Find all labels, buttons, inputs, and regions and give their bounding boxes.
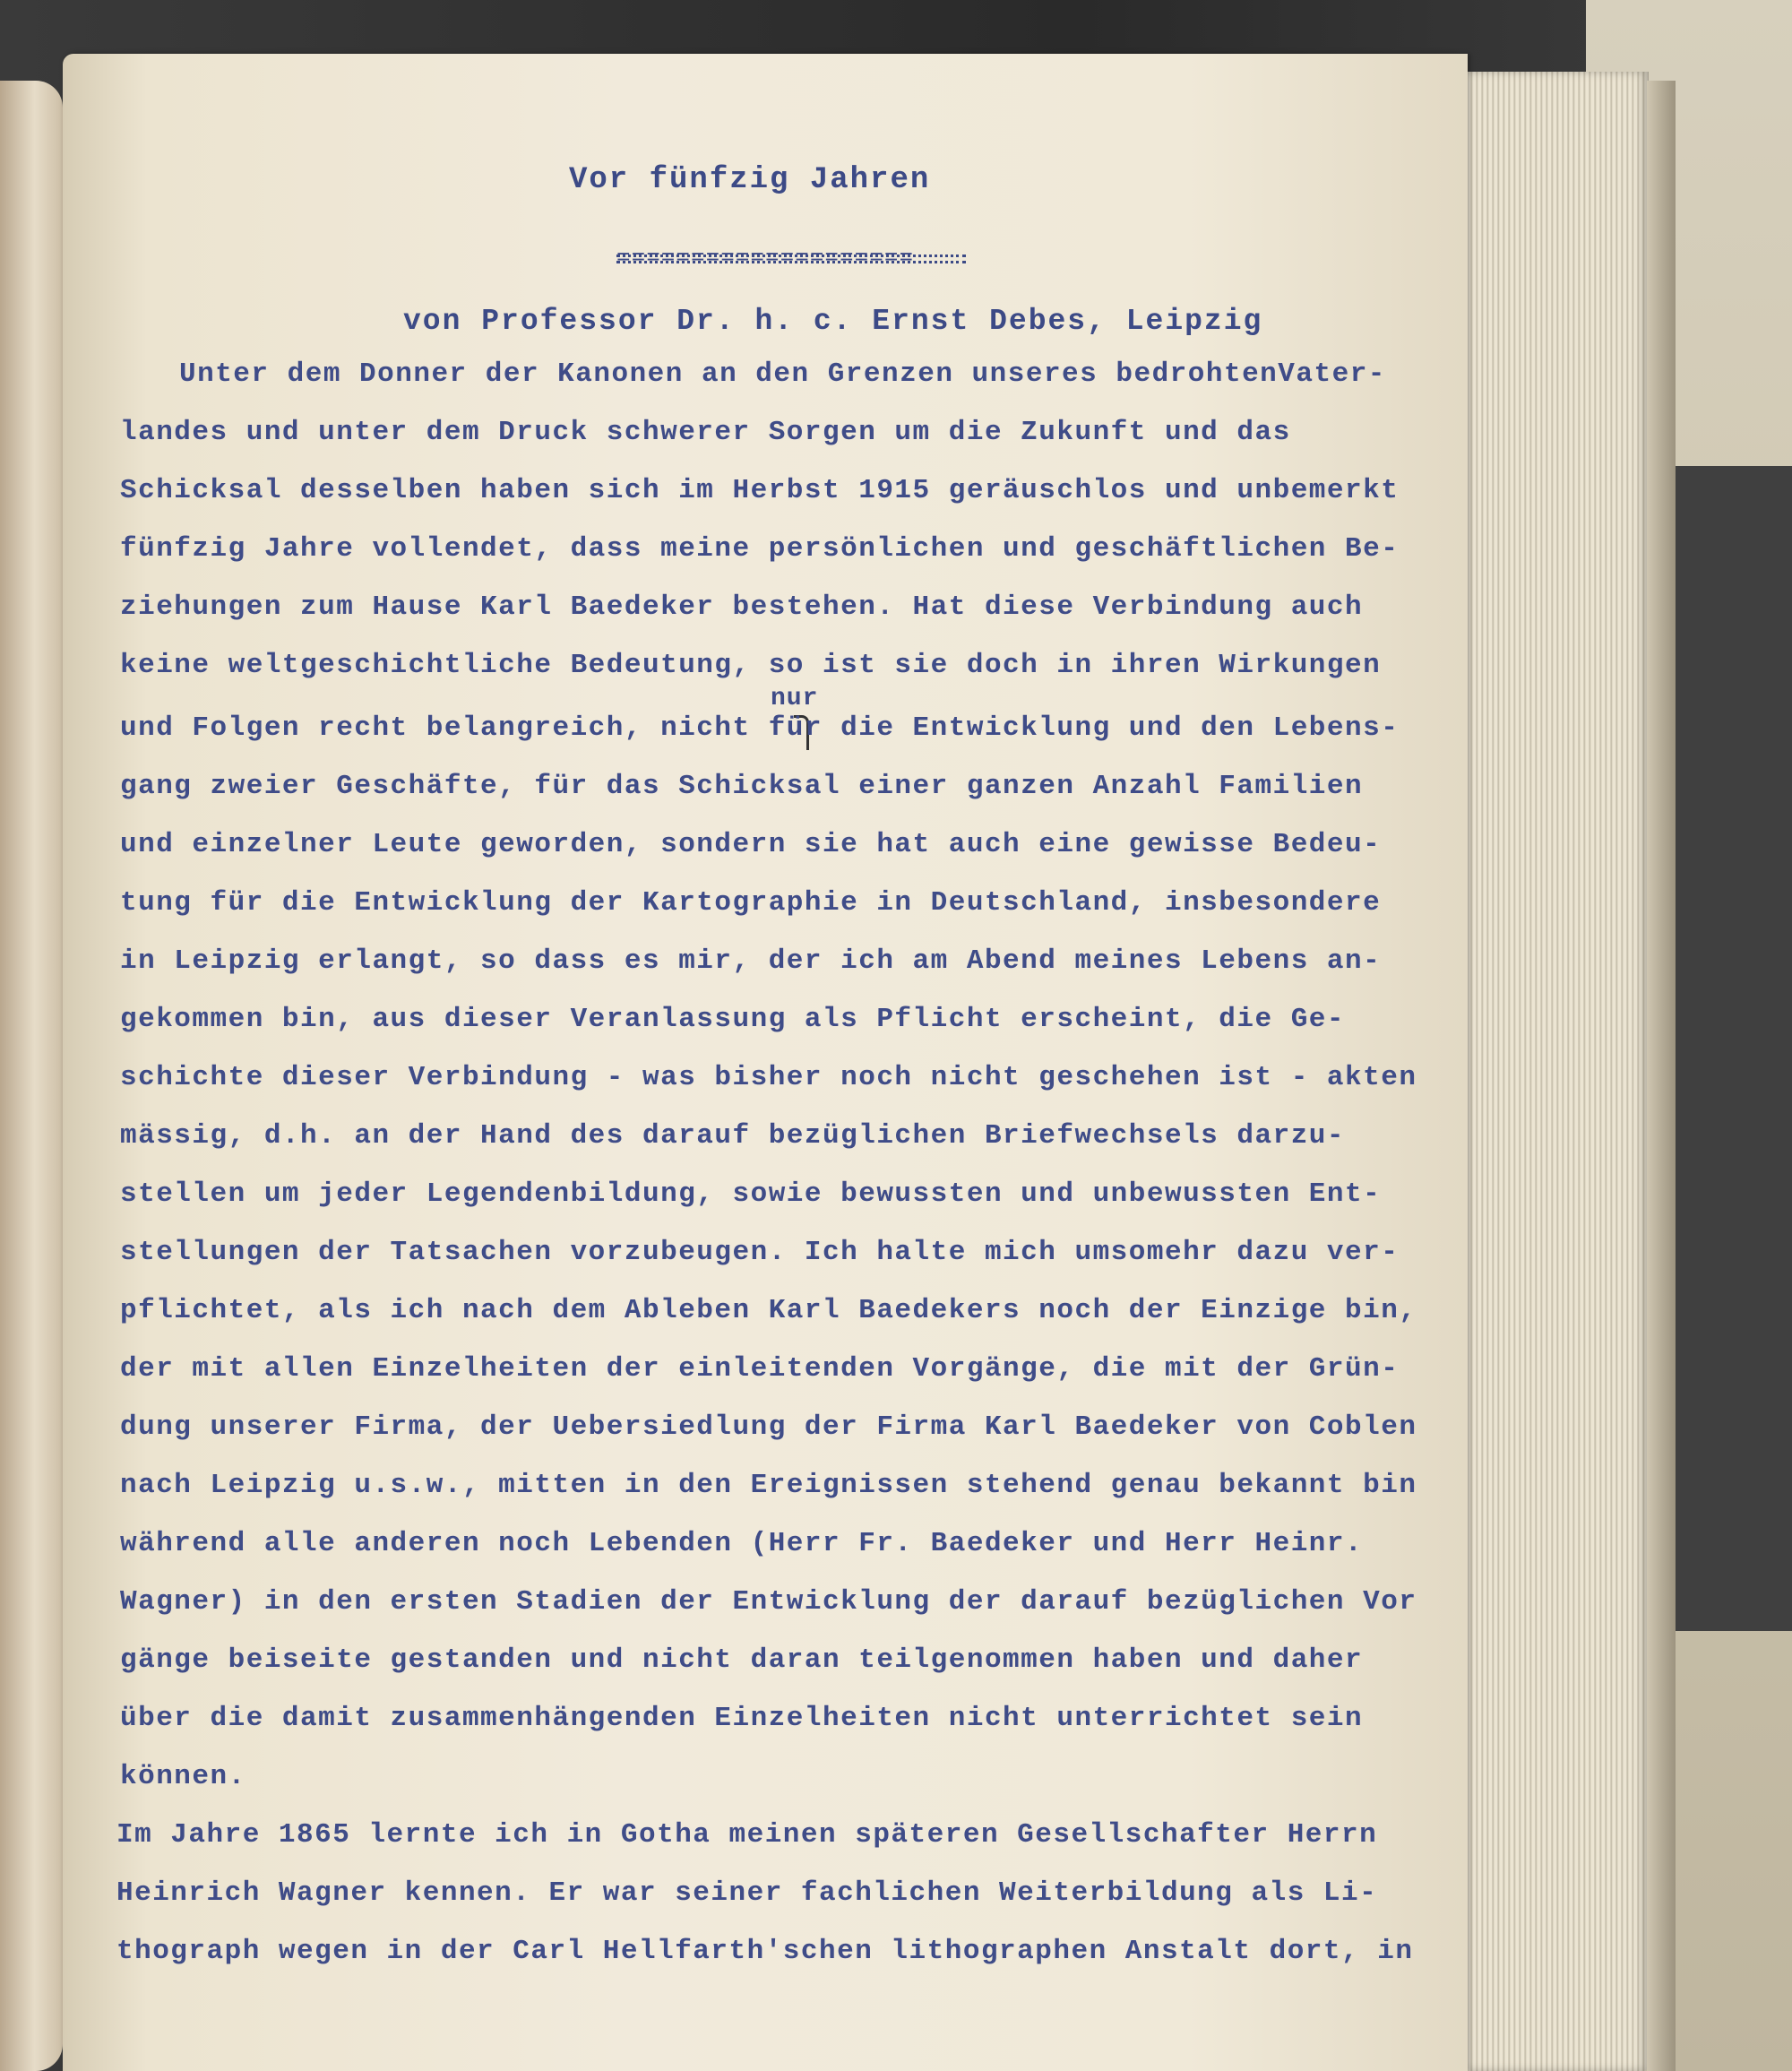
text-line: Schicksal desselben haben sich im Herbst 1915 geräuschlos und unbemerkt — [120, 475, 1400, 506]
text-line: Im Jahre 1865 lernte ich in Gotha meinen späteren Gesellschafter Herrn — [116, 1819, 1378, 1851]
handwritten-insertion: nur — [771, 685, 819, 712]
text-line: mässig, d.h. an der Hand des darauf bezüglichen Briefwechsels darzu- — [120, 1120, 1346, 1152]
page-stack-edge — [1647, 81, 1676, 2071]
text-line: während alle anderen noch Lebenden (Herr Fr. Baedeker und Herr Heinr. — [120, 1528, 1364, 1559]
text-line: keine weltgeschichtliche Bedeutung, so ist sie doch in ihren Wirkungen — [120, 650, 1382, 681]
text-line: landes und unter dem Druck schwerer Sorgen um die Zukunft und das — [120, 417, 1291, 448]
previous-page-edge — [0, 81, 63, 2071]
text-line: nach Leipzig u.s.w., mitten in den Ereignissen stehend genau bekannt bin — [120, 1470, 1417, 1501]
text-line: stellungen der Tatsachen vorzubeugen. Ich halte mich umsomehr dazu ver- — [120, 1237, 1400, 1268]
title-underline: ==================== — [616, 253, 966, 263]
text-line: gekommen bin, aus dieser Veranlassung als Pflicht erscheint, die Ge- — [120, 1004, 1346, 1035]
text-line: der mit allen Einzelheiten der einleitenden Vorgänge, die mit der Grün- — [120, 1353, 1400, 1385]
text-line: tung für die Entwicklung der Kartographie in Deutschland, insbesondere — [120, 887, 1382, 919]
text-line: Heinrich Wagner kennen. Er war seiner fachlichen Weiterbildung als Li- — [116, 1877, 1378, 1909]
text-line: gang zweier Geschäfte, für das Schicksal einer ganzen Anzahl Familien — [120, 771, 1364, 802]
page-stack — [1452, 72, 1649, 2071]
author-byline: von Professor Dr. h. c. Ernst Debes, Leipzig — [403, 305, 1263, 338]
text-line: und einzelner Leute geworden, sondern sie hat auch eine gewisse Bedeu- — [120, 829, 1382, 860]
text-line: ziehungen zum Hause Karl Baedeker bestehen. Hat diese Verbindung auch — [120, 591, 1364, 623]
text-line: pflichtet, als ich nach dem Ableben Karl Baedekers noch der Einzige bin, — [120, 1295, 1417, 1326]
text-line: Unter dem Donner der Kanonen an den Grenzen unseres bedrohtenVater- — [179, 358, 1386, 390]
text-line: in Leipzig erlangt, so dass es mir, der ich am Abend meines Lebens an- — [120, 945, 1382, 977]
text-line: dung unserer Firma, der Uebersiedlung der Firma Karl Baedeker von Coblen — [120, 1411, 1417, 1443]
text-line: können. — [120, 1761, 246, 1792]
text-line: und Folgen recht belangreich, nicht für die Entwicklung und den Lebens- — [120, 712, 1400, 744]
text-line: Wagner) in den ersten Stadien der Entwicklung der darauf bezüglichen Vor — [120, 1586, 1417, 1618]
text-line: schichte dieser Verbindung - was bisher noch nicht geschehen ist - akten — [120, 1062, 1417, 1093]
typed-page — [63, 54, 1468, 2071]
text-line: fünfzig Jahre vollendet, dass meine persönlichen und geschäftlichen Be- — [120, 533, 1400, 565]
page-title: Vor fünfzig Jahren — [569, 163, 931, 197]
text-line: über die damit zusammenhängenden Einzelheiten nicht unterrichtet sein — [120, 1703, 1364, 1734]
text-line: thograph wegen in der Carl Hellfarth'schen lithographen Anstalt dort, in — [116, 1936, 1414, 1967]
text-line: gänge beiseite gestanden und nicht daran teilgenommen haben und daher — [120, 1644, 1364, 1676]
text-line: stellen um jeder Legendenbildung, sowie bewussten und unbewussten Ent- — [120, 1178, 1382, 1210]
